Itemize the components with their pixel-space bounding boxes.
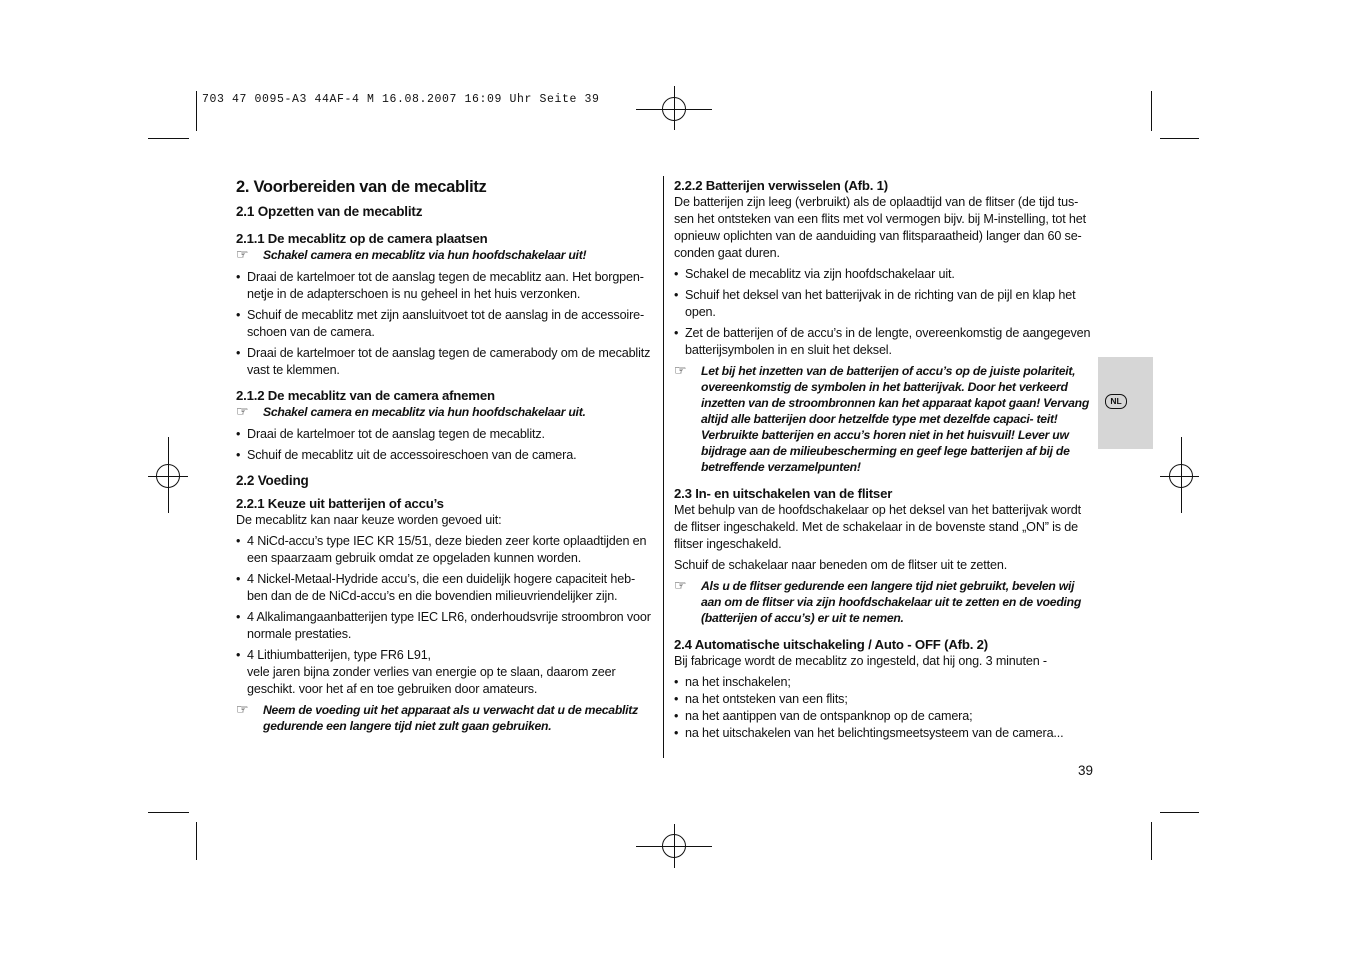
- list-item: • na het uitschakelen van het belichtingsmeetsysteem van de camera...: [674, 725, 1096, 742]
- crop-mark: [148, 138, 189, 139]
- crop-mark: [1151, 91, 1152, 131]
- list-item: • 4 Nickel-Metaal-Hydride accu’s, die een duidelijk hogere capaciteit heb- ben dan de de NiCd-accu’s en die bovendien milieuvriendelijker zijn.: [236, 571, 656, 605]
- language-tab: [1098, 357, 1153, 449]
- list-item: • Schuif de mecablitz uit de accessoireschoen van de camera.: [236, 447, 656, 464]
- subsection-heading: 2.1.2 De mecablitz van de camera afnemen: [236, 388, 495, 403]
- list-item: • 4 Alkalimangaanbatterijen type IEC LR6, onderhoudsvrije stroombron voor normale prestaties.: [236, 609, 656, 643]
- crop-mark: [1160, 138, 1199, 139]
- warning-note: ☞ Als u de flitser gedurende een langere tijd niet gebruikt, bevelen wij aan om de flitser via zijn hoofdschakelaar uit te zetten en de voeding (batterijen of accu’s) er uit te nemen.: [674, 577, 1082, 625]
- warning-note: ☞ Let bij het inzetten van de batterijen of accu’s op de juiste polariteit, overeenkomstig de symbolen in het batterijvak. Door het verkeerd inzetten van de stroombronnen kan het apparaat kapot gaan! Vervang altijd alle batterijen door hetzelfde type met dezelfde capaci- teit! Verbruikte batterijen en accu’s horen niet in het huisvuil! Lever uw bijdrage aan de milieubescherming en geef lege batterijen af bij de betreffende verzamelpunten!: [674, 362, 1090, 474]
- language-badge: NL: [1105, 394, 1127, 409]
- pointing-hand-icon: ☞: [674, 362, 687, 378]
- section-title: 2. Voorbereiden van de mecablitz: [236, 178, 487, 196]
- list-item: • Draai de kartelmoer tot de aanslag tegen de mecablitz.: [236, 426, 656, 443]
- subsection-heading: 2.2.1 Keuze uit batterijen of accu’s: [236, 496, 444, 511]
- list-item: • na het ontsteken van een flits;: [674, 691, 1096, 708]
- list-item: • Schakel de mecablitz via zijn hoofdschakelaar uit.: [674, 266, 1096, 283]
- list-item: • Zet de batterijen of de accu’s in de lengte, overeenkomstig de aangegeven batterijsymbolen in en sluit het deksel.: [674, 325, 1096, 359]
- list-item: • na het inschakelen;: [674, 674, 1096, 691]
- page-number: 39: [1078, 763, 1094, 778]
- print-header: 703 47 0095-A3 44AF-4 M 16.08.2007 16:09 Uhr Seite 39: [202, 93, 600, 106]
- right-column: [674, 177, 1096, 742]
- pointing-hand-icon: ☞: [236, 246, 249, 262]
- list-item: • Schuif de mecablitz met zijn aansluitvoet tot de aanslag in de accessoire- schoen van de camera.: [236, 307, 656, 341]
- warning-note: ☞ Schakel camera en mecablitz via hun hoofdschakelaar uit.: [236, 403, 586, 419]
- subsection-heading: 2.3 In- en uitschakelen van de flitser: [674, 486, 893, 501]
- section-heading: 2.1 Opzetten van de mecablitz: [236, 204, 423, 219]
- paragraph: De mecablitz kan naar keuze worden gevoed uit:: [236, 513, 502, 527]
- crop-mark: [196, 822, 197, 860]
- list-item: • na het aantippen van de ontspanknop op de camera;: [674, 708, 1096, 725]
- list-item: • 4 NiCd-accu’s type IEC KR 15/51, deze bieden zeer korte oplaadtijden en een spaarzaam gebruik omdat ze opgeladen kunnen worden.: [236, 533, 656, 567]
- registration-circle: [1169, 464, 1193, 488]
- registration-circle: [156, 464, 180, 488]
- list-item-line: 4 Lithiumbatterijen, type FR6 L91,: [247, 648, 431, 662]
- subsection-heading: 2.2.2 Batterijen verwisselen (Afb. 1): [674, 178, 888, 193]
- registration-circle: [662, 834, 686, 858]
- list-item: • Draai de kartelmoer tot de aanslag tegen de camerabody om de mecablitz vast te klemmen.: [236, 345, 656, 379]
- paragraph: Schuif de schakelaar naar beneden om de flitser uit te zetten.: [674, 558, 1008, 572]
- list-item: • Draai de kartelmoer tot de aanslag tegen de mecablitz aan. Het borgpen- netje in de adapterschoen is nu geheel in het huis verzonken.: [236, 269, 656, 303]
- pointing-hand-icon: ☞: [236, 701, 249, 717]
- warning-note: ☞ Schakel camera en mecablitz via hun hoofdschakelaar uit!: [236, 246, 587, 262]
- paragraph: De batterijen zijn leeg (verbruikt) als de oplaadtijd van de flitser (de tijd tus- sen het ontsteken van een flits met vol vermogen bijv. bij M-instelling, tot het opnieuw oplichten van de aanduiding van flitsparaatheid) langer dan 60 se- conden gaat duren.: [674, 195, 1086, 260]
- section-heading: 2.2 Voeding: [236, 473, 309, 488]
- list-item-line: vele jaren bijna zonder verlies van energie op te slaan, daarom zeer geschikt. voor het af en toe gebruiken door amateurs.: [247, 665, 616, 696]
- pointing-hand-icon: ☞: [236, 403, 249, 419]
- column-divider: [663, 176, 664, 758]
- pointing-hand-icon: ☞: [674, 577, 687, 593]
- paragraph: Bij fabricage wordt de mecablitz zo ingesteld, dat hij ong. 3 minuten -: [674, 654, 1047, 668]
- list-item: [236, 647, 656, 698]
- registration-circle: [662, 97, 686, 121]
- warning-note: ☞ Neem de voeding uit het apparaat als u verwacht dat u de mecablitz gedurende een langere tijd niet zult gaan gebruiken.: [236, 701, 638, 733]
- crop-mark: [148, 812, 189, 813]
- crop-mark: [196, 91, 197, 131]
- subsection-heading: 2.1.1 De mecablitz op de camera plaatsen: [236, 231, 488, 246]
- crop-mark: [1160, 812, 1199, 813]
- crop-mark: [1151, 822, 1152, 860]
- left-column: [236, 177, 656, 740]
- subsection-heading: 2.4 Automatische uitschakeling / Auto - OFF (Afb. 2): [674, 637, 988, 652]
- paragraph: Met behulp van de hoofdschakelaar op het deksel van het batterijvak wordt de flitser ingeschakeld. Met de schakelaar in de bovenste stand „ON” is de flitser ingeschakeld.: [674, 503, 1082, 551]
- list-item: • Schuif het deksel van het batterijvak in de richting van de pijl en klap het open.: [674, 287, 1096, 321]
